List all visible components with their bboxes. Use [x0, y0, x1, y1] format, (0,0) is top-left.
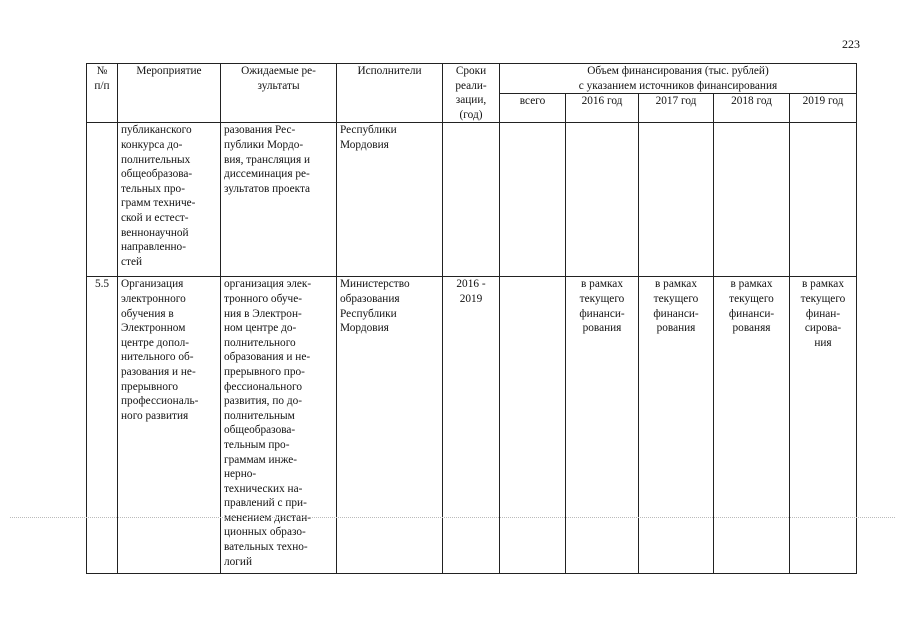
row-2017: в рамках текущего финанси- рования — [639, 277, 714, 574]
page-number: 223 — [842, 37, 860, 51]
header-2019: 2019 год — [790, 94, 857, 123]
header-event: Мероприятие — [118, 64, 221, 123]
table-row — [87, 277, 857, 574]
row-results: разования Рес- публики Мордо- вия, трансляция и диссеминация ре- зультатов проекта — [221, 123, 337, 277]
row-total — [500, 277, 566, 574]
header-num: № п/п — [87, 64, 118, 123]
scan-artifact-line — [10, 517, 895, 518]
row-2016 — [566, 123, 639, 277]
header-financing: Объем финансирования (тыс. рублей) с указанием источников финансирования — [500, 64, 857, 94]
row-terms: 2016 - 2019 — [443, 277, 500, 574]
row-2016: в рамках текущего финанси- рования — [566, 277, 639, 574]
row-2018: в рамках текущего финанси- рованяя — [714, 277, 790, 574]
header-2016: 2016 год — [566, 94, 639, 123]
header-total: всего — [500, 94, 566, 123]
financing-table — [86, 63, 857, 574]
row-event: Организация электронного обучения в Электронном центре допол- нительного об- разования и не- прерывного профессиональ- ного развития — [118, 277, 221, 574]
row-2017 — [639, 123, 714, 277]
row-terms — [443, 123, 500, 277]
header-executors: Исполнители — [337, 64, 443, 123]
row-event: публиканского конкурса до- полнительных общеобразова- тельных про- грамм техниче- ской и естест- веннонаучной направленно- стей — [118, 123, 221, 277]
header-row — [87, 64, 857, 94]
table-row — [87, 123, 857, 277]
row-results: организация элек- тронного обуче- ния в Электрон- ном центре до- полнительного образования и не- прерывного про- фессионального развития, по до- полнительным общеобразова- тельным про- граммам инже- нерно- технических на- правлений с при- менением дистан- ционных образо- вательных техно- логий — [221, 277, 337, 574]
row-2018 — [714, 123, 790, 277]
header-terms: Сроки реали- зации, (год) — [443, 64, 500, 123]
row-2019 — [790, 123, 857, 277]
header-2017: 2017 год — [639, 94, 714, 123]
header-results: Ожидаемые ре- зультаты — [221, 64, 337, 123]
header-2018: 2018 год — [714, 94, 790, 123]
row-executors: Республики Мордовия — [337, 123, 443, 277]
row-executors: Министерство образования Республики Мордовия — [337, 277, 443, 574]
row-num: 5.5 — [87, 277, 118, 574]
row-total — [500, 123, 566, 277]
row-2019: в рамках текущего финан- сирова- ния — [790, 277, 857, 574]
row-num — [87, 123, 118, 277]
